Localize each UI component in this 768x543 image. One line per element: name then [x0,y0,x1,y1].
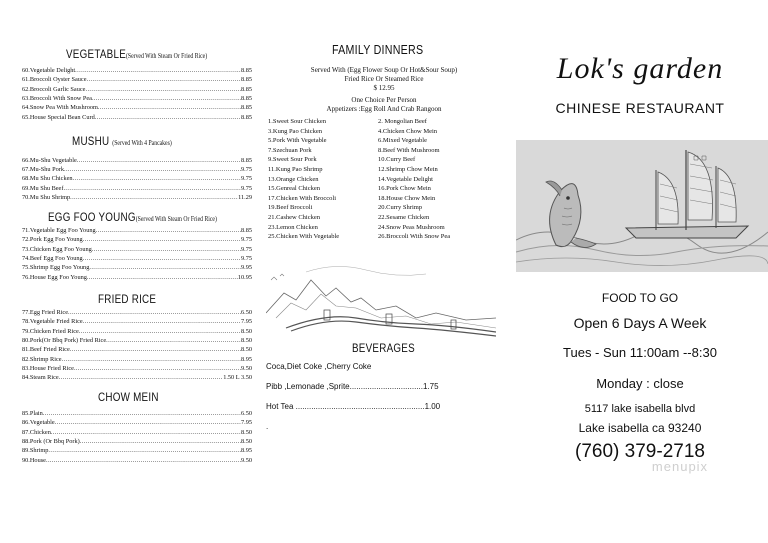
menu-item-price: 10.95 [237,273,252,281]
family-dinners-price: $ 12.95 [373,84,395,92]
menu-item [22,456,252,465]
family-dinner-choice: 9.Sweet Sour Pork [268,156,317,164]
menu-item [22,165,252,174]
menu-item [22,345,252,354]
menu-item [22,327,252,336]
menu-item [22,94,252,103]
family-dinner-choice: 10.Curry Beef [378,156,416,164]
menu-item [22,409,252,418]
family-dinner-choice: 25.Chicken With Vegetable [268,233,340,241]
family-dinner-choice: 19.Beef Broccoli [268,204,313,212]
leader-dots [96,226,241,235]
menu-item-price: 9.75 [240,175,252,183]
menu-item-price: 11.29 [238,193,252,201]
leader-dots [92,94,241,103]
beverages-line-sodas: Coca,Diet Coke ,Cherry Coke [266,362,372,371]
menu-item-price: 8.85 [240,85,252,93]
menu-item-price: 9.95 [240,264,252,272]
menupix-watermark: menupix [651,459,709,474]
menu-item-price: 8.85 [240,113,252,121]
leader-dots [79,327,241,336]
menu-item-name: 65.House Special Bean Curd [22,113,95,121]
menu-item-name: 69.Mu Shu Beef [22,184,64,192]
menu-item-name: 81.Beef Fried Rice [22,346,70,354]
family-dinner-choice: 8.Beef With Mushroom [378,146,440,154]
leader-dots [68,308,241,317]
family-dinner-choice: 1.Sweet Sour Chicken [268,118,326,125]
phone-number: (760) 379-2718 [575,441,705,462]
menu-item-price: 7.95 [240,419,252,427]
leader-dots [70,345,241,354]
egg-foo-young-section-title: EGG FOO YOUNG(Served With Steam Or Fried Rice) [48,210,217,224]
menu-item-name: 60.Vegetable Delight [22,67,76,74]
vegetable-section-title: VEGETABLE(Served With Steam Or Fried Rice) [66,47,208,61]
family-dinner-choice: 22.Sesame Chicken [378,214,430,221]
menu-item-price: 8.85 [240,104,252,112]
boat-koi-illustration [516,140,768,272]
menu-item [22,85,252,94]
menu-item-price: 6.50 [240,309,252,316]
family-dinner-choice: 20.Curry Shrimp [378,204,423,212]
menu-item [22,184,252,193]
menu-item-price: 6.50 [240,410,252,417]
menu-item-price: 8.85 [240,227,252,234]
leader-dots [64,165,241,174]
leader-dots [77,156,241,165]
menu-item-name: 61.Broccoli Oyster Sauce [22,76,87,84]
leader-dots [73,174,241,183]
menu-item-name: 82.Shrimp Rice [22,355,62,363]
leader-dots [80,437,241,446]
menu-item-price: 8.95 [240,355,252,363]
menu-item [22,263,252,272]
menu-item [22,245,252,254]
menu-item-price: 9.75 [240,245,252,253]
restaurant-info-column [512,0,768,543]
beverages-title: BEVERAGES [352,341,415,355]
menu-item [22,418,252,427]
leader-dots [59,373,223,382]
leader-dots [55,418,241,427]
restaurant-subtitle: CHINESE RESTAURANT [555,100,725,116]
family-dinner-choice: 11.Kung Pao Shrimp [268,166,323,173]
menu-item-name: 90.House [22,456,46,464]
menu-item-name: 88.Pork (Or Bbq Pork) [22,437,80,445]
menu-item-price: 9.75 [240,184,252,192]
leader-dots [83,317,241,326]
menu-item-price: 9.75 [240,236,252,244]
restaurant-name: Lok's garden [556,52,724,85]
menu-item-price: 8.50 [240,437,252,445]
family-dinners-soup-line: Served With (Egg Flower Soup Or Hot&Sour Soup) [310,66,458,74]
menu-item-name: 85.Plain [22,410,43,417]
family-dinner-choice: 3.Kung Pao Chicken [268,127,322,135]
great-wall-illustration [266,258,496,338]
mushu-section-title: MUSHU (Served With 4 Pancakes) [72,134,172,148]
business-hours: Tues - Sun 11:00am --8:30 [563,345,717,360]
menu-item [22,273,252,282]
menu-item-name: 75.Shrimp Egg Foo Young [22,264,90,272]
menu-item-name: 70.Mu Shu Shrimp [22,193,71,201]
menu-item [22,254,252,263]
leader-dots [83,254,241,263]
menu-item [22,317,252,326]
menu-item [22,66,252,75]
menu-column-left [0,0,256,543]
family-dinner-choice: 18.House Chow Mein [378,194,436,202]
menu-item [22,336,252,345]
family-dinner-choice: 4.Chicken Chow Mein [378,127,438,135]
menu-item [22,103,252,112]
family-dinner-choice: 16.Pork Chow Mein [378,185,431,193]
menu-item-name: 71.Vegetable Egg Foo Young [22,227,96,234]
family-dinner-choice: 26.Broccoli With Snow Pea [378,233,451,241]
family-dinners-appetizers-line: Appetizers :Egg Roll And Crab Rangoon [326,105,442,113]
leader-dots [98,103,241,112]
menu-item-name: 72.Pork Egg Foo Young [22,236,83,244]
chow-mein-section-title: CHOW MEIN [98,390,159,404]
leader-dots [87,75,241,84]
menu-item [22,364,252,373]
leader-dots [48,446,241,455]
menu-item [22,428,252,437]
family-dinner-choice: 24.Snow Peas Mushroom [378,223,445,231]
menu-item-price: 7.95 [240,318,252,326]
menu-column-middle [256,0,512,543]
food-to-go: FOOD TO GO [601,291,679,305]
menu-item-name: 63.Broccoli With Snow Pea [22,94,92,102]
menu-item-name: 77.Egg Fried Rice [22,309,68,316]
menu-item-name: 80.Pork(Or Bbq Pork) Fried Rice [22,336,107,344]
menu-item-price: 8.85 [240,76,252,84]
menu-item-name: 67.Mu-Shu Pork [22,166,64,174]
menu-item-price: 1.50 L 3.50 [223,374,252,382]
family-dinners-choice-line: One Choice Per Person [351,96,417,104]
leader-dots [89,263,241,272]
leader-dots [87,273,238,282]
menu-item-price: 8.95 [240,447,252,455]
menu-item [22,437,252,446]
family-dinner-choice: 14.Vegetable Delight [378,175,433,183]
menu-item-price: 8.85 [240,94,252,102]
menu-item-name: 84.Steam Rice [22,374,59,382]
menu-item-price: 8.50 [240,346,252,354]
family-dinner-choice: 23.Lemon Chicken [268,223,318,231]
menu-item-name: 62.Broccoli Garlic Sauce [22,85,86,93]
menu-item-name: 87.Chicken [22,428,51,436]
menu-item-name: 89.Shrimp [22,447,49,455]
menu-item [22,373,252,382]
menu-item-name: 68.Mu Shu Chicken [22,175,73,183]
menu-item [22,113,252,122]
leader-dots [95,113,241,122]
beverages-line-pibb: Pibb ,Lemonade ,Sprite.................................1.75 [266,382,439,391]
leader-dots [43,409,241,418]
menu-item [22,446,252,455]
leader-dots [75,66,241,75]
menu-item-name: 86.Vegetable [22,419,55,427]
menu-item-name: 79.Chicken Fried Rice [22,327,79,335]
family-dinner-choice: 6.Mixed Vegetable [378,137,427,145]
menu-item [22,235,252,244]
family-dinner-choice: 12.Shrimp Chow Mein [378,166,438,173]
family-dinner-choice: 21.Cashew Chicken [268,214,320,221]
leader-dots [83,235,241,244]
fried-rice-section-title: FRIED RICE [98,292,157,306]
menu-item-price: 8.85 [240,67,252,74]
menu-item-price: 8.50 [240,336,252,344]
menu-item [22,308,252,317]
leader-dots [70,193,238,202]
family-dinner-choice: 2. Mongolian Beef [378,118,427,125]
leader-dots [46,456,241,465]
leader-dots [51,428,241,437]
family-dinner-choice: 5.Pork With Vegetable [268,137,327,145]
menu-item [22,174,252,183]
leader-dots [106,336,241,345]
family-dinners-rice-line: Fried Rice Or Steamed Rice [344,75,424,83]
beverages-line-hot-tea: Hot Tea ..........................................................1.00 [266,402,441,411]
family-dinners-title: FAMILY DINNERS [332,42,424,57]
menu-item-name: 78.Vegetable Fried Rice [22,318,83,326]
leader-dots [85,85,240,94]
leader-dots [74,364,241,373]
menu-item [22,355,252,364]
menu-item-name: 76.House Egg Foo Young [22,273,87,281]
family-dinner-choice: 17.Chicken With Broccoli [268,194,337,202]
menu-item-name: 83.House Fried Rice [22,364,74,372]
menu-item-name: 66.Mu-Shu Vegetable [22,157,77,164]
city-address: Lake isabella ca 93240 [578,421,702,435]
monday-closed: Monday : close [596,376,684,391]
menu-item-price: 9.75 [240,254,252,262]
menu-item [22,75,252,84]
family-dinner-choice: 7.Szechuan Pork [268,146,312,154]
beverages-line-dot: . [266,422,269,431]
street-address: 5117 lake isabella blvd [584,403,696,415]
menu-item-price: 8.50 [240,428,252,436]
menu-item-price: 8.50 [240,327,252,335]
family-dinner-choice: 15.Genreal Chicken [268,185,320,193]
menu-item-name: 74.Beef Egg Foo Young [22,254,83,262]
leader-dots [62,355,241,364]
leader-dots [92,245,241,254]
menu-item [22,226,252,235]
family-dinner-choice: 13.Orange Chicken [268,175,319,183]
menu-item-price: 9.75 [240,166,252,174]
menu-item-price: 9.50 [240,456,252,464]
menu-item-name: 64.Snow Pea With Mushroom [22,104,98,112]
open-days: Open 6 Days A Week [573,315,707,331]
menu-item-price: 8.85 [240,157,252,164]
menu-item-price: 9.50 [240,364,252,372]
menu-item [22,193,252,202]
menu-item [22,156,252,165]
menu-item-name: 73.Chicken Egg Foo Young [22,245,92,253]
leader-dots [63,184,241,193]
